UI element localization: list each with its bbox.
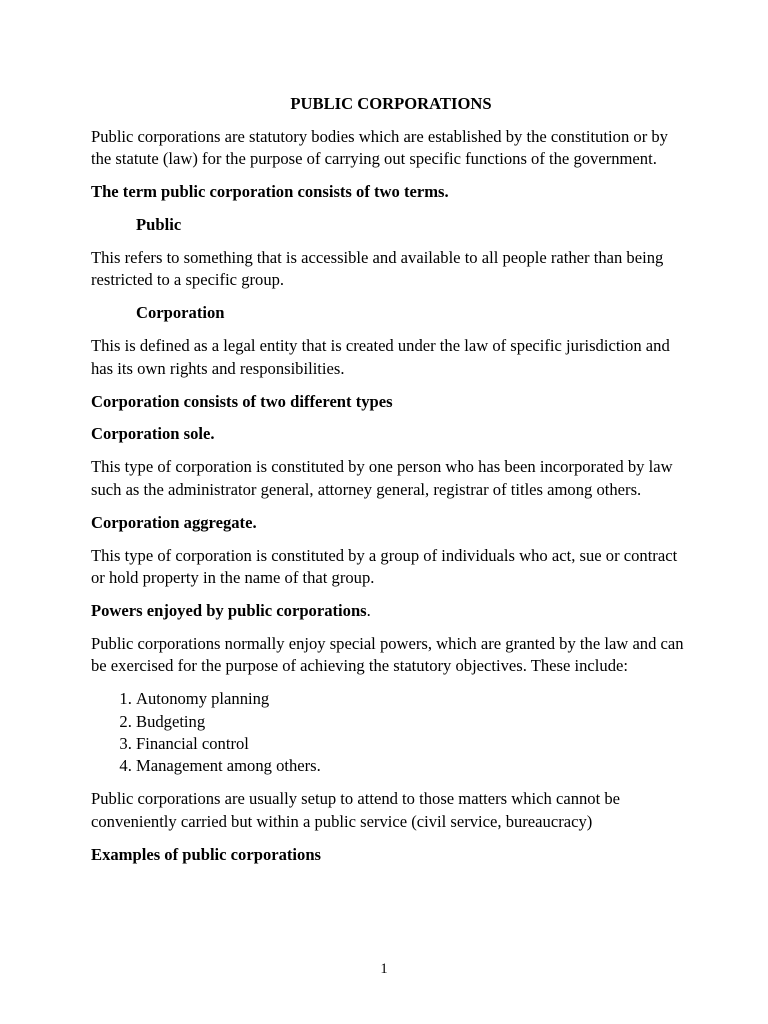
list-item: 3. Financial control bbox=[136, 733, 691, 755]
powers-heading-suffix: . bbox=[366, 600, 371, 620]
list-item: 2. Budgeting bbox=[136, 711, 691, 733]
setup-paragraph: Public corporations are usually setup to attend to those matters which cannot be conveniently carried but within a public service (civil service, bureaucracy) bbox=[91, 789, 621, 831]
powers-paragraph: Public corporations normally enjoy special powers, which are granted by the law and can be exercised for the purpose of achieving the statutory objectives. These include: bbox=[91, 633, 684, 676]
powers-heading: Powers enjoyed by public corporations bbox=[91, 600, 367, 620]
sole-paragraph: This type of corporation is constituted by one person who has been incorporated by law such as the administrator general, attorney general, registrar of titles among others. bbox=[91, 457, 673, 499]
powers-heading-line bbox=[91, 600, 691, 622]
types-heading: Corporation consists of two different types bbox=[91, 391, 393, 411]
page-number: 1 bbox=[380, 961, 388, 977]
corporation-heading: Corporation bbox=[136, 303, 225, 323]
intro-paragraph: Public corporations are statutory bodies which are established by the constitution or by the statute (law) for the purpose of carrying out specific functions of the government. bbox=[91, 126, 668, 169]
examples-heading: Examples of public corporations bbox=[91, 844, 322, 864]
list-item: 4. Management among others. bbox=[136, 755, 691, 777]
document-title: PUBLIC CORPORATIONS bbox=[290, 94, 492, 113]
corporation-paragraph: This is defined as a legal entity that is created under the law of specific jurisdiction and has its own rights and responsibilities. bbox=[91, 336, 670, 378]
list-item: 1. Autonomy planning bbox=[136, 688, 691, 710]
terms-heading: The term public corporation consists of two terms. bbox=[91, 182, 449, 202]
public-paragraph: This refers to something that is accessible and available to all people rather than being restricted to a specific group. bbox=[91, 248, 664, 290]
document-body bbox=[91, 93, 691, 876]
powers-list bbox=[91, 688, 691, 778]
sole-heading: Corporation sole. bbox=[91, 424, 215, 444]
public-heading: Public bbox=[136, 215, 182, 235]
aggregate-heading: Corporation aggregate. bbox=[91, 512, 257, 532]
aggregate-paragraph: This type of corporation is constituted by a group of individuals who act, sue or contract or hold property in the name of that group. bbox=[91, 545, 678, 587]
